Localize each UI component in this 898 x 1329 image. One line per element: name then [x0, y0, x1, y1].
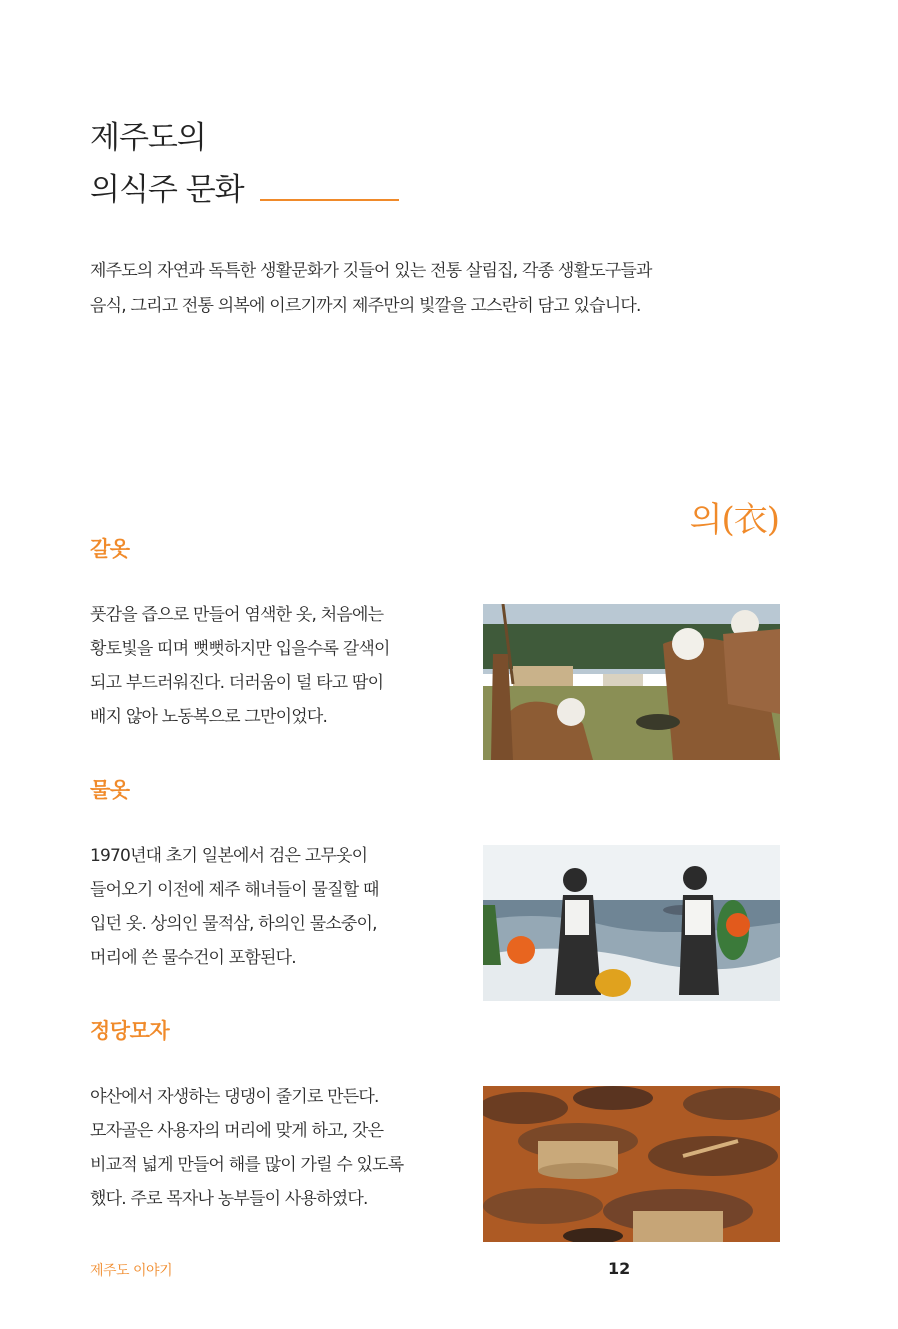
page-number: 12: [608, 1259, 631, 1278]
body-line: 비교적 넓게 만들어 해를 많이 가릴 수 있도록: [90, 1155, 404, 1175]
item-body-jeongdang-moja: [90, 1080, 470, 1216]
title-underline: [260, 199, 399, 201]
body-line: 했다. 주로 목자나 농부들이 사용하였다.: [90, 1189, 368, 1209]
body-line: 황토빛을 띠며 뻣뻣하지만 입을수록 갈색이: [90, 639, 390, 659]
intro-line-2: 음식, 그리고 전통 의복에 이르기까지 제주만의 빛깔을 고스란히 담고 있습니다.: [90, 296, 641, 316]
body-line: 머리에 쓴 물수건이 포함된다.: [90, 948, 296, 968]
item-heading-galot: 갈옷: [90, 537, 130, 561]
item-heading-mulot: 물옷: [90, 778, 130, 802]
intro-line-1: 제주도의 자연과 독특한 생활문화가 깃들어 있는 전통 살림집, 각종 생활도구들과: [90, 261, 652, 281]
body-line: 되고 부드러워진다. 더러움이 덜 타고 땀이: [90, 673, 384, 693]
workers-in-brown-clothes-photo: [483, 604, 780, 760]
page-title: [90, 112, 244, 216]
title-line-1: 제주도의: [90, 120, 206, 156]
haenyeo-divers-photo: [483, 845, 780, 1001]
intro-paragraph: [90, 254, 790, 324]
item-body-mulot: [90, 839, 470, 975]
item-heading-jeongdang-moja: 정당모자: [90, 1019, 170, 1043]
body-line: 모자골은 사용자의 머리에 맞게 하고, 갓은: [90, 1121, 384, 1141]
body-line: 입던 옷. 상의인 물적삼, 하의인 물소중이,: [90, 914, 377, 934]
body-line: 풋감을 즙으로 만들어 염색한 옷, 처음에는: [90, 605, 384, 625]
body-line: 1970년대 초기 일본에서 검은 고무옷이: [90, 846, 368, 866]
woven-hats-photo: [483, 1086, 780, 1242]
category-label: 의(衣): [689, 500, 779, 540]
footer-book-title: 제주도 이야기: [90, 1263, 173, 1279]
title-line-2: 의식주 문화: [90, 172, 244, 208]
body-line: 야산에서 자생하는 댕댕이 줄기로 만든다.: [90, 1087, 379, 1107]
item-body-galot: [90, 598, 470, 734]
body-line: 들어오기 이전에 제주 해녀들이 물질할 때: [90, 880, 379, 900]
body-line: 배지 않아 노동복으로 그만이었다.: [90, 707, 328, 727]
